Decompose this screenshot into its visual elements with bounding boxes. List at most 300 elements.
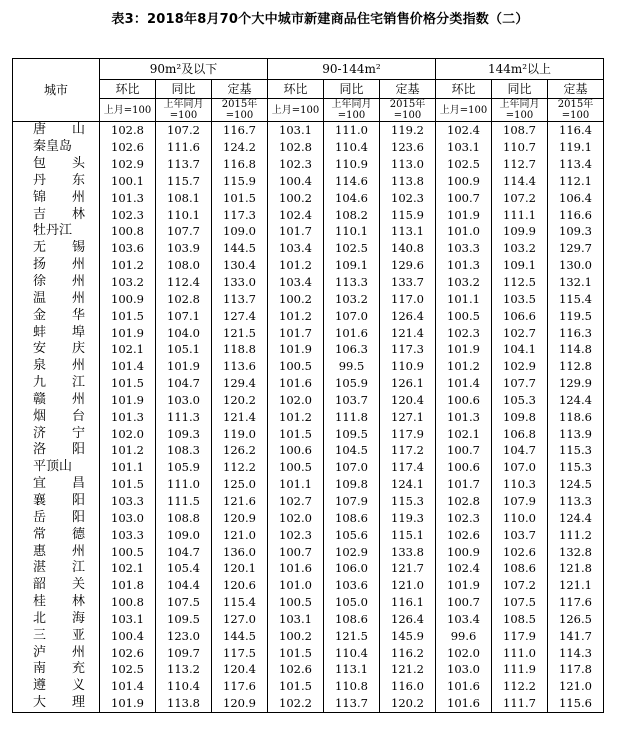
index-value: 101.9 — [436, 577, 492, 594]
city-name: 惠 州 — [13, 543, 100, 560]
index-value: 129.7 — [548, 240, 604, 257]
index-value: 103.7 — [324, 392, 380, 409]
index-value: 100.5 — [268, 459, 324, 476]
index-value: 107.2 — [492, 577, 548, 594]
index-value: 109.3 — [548, 223, 604, 240]
sub-header-base: 定基 — [380, 80, 436, 99]
city-name: 三 亚 — [13, 627, 100, 644]
index-value: 103.3 — [436, 240, 492, 257]
index-value: 101.8 — [100, 577, 156, 594]
index-value: 113.7 — [156, 156, 212, 173]
city-name: 湛 江 — [13, 560, 100, 577]
index-value: 101.0 — [436, 223, 492, 240]
group-header-small: 90m²及以下 — [100, 59, 268, 80]
table-row — [13, 274, 604, 291]
index-value: 101.3 — [100, 408, 156, 425]
sub-header-yoy: 同比 — [156, 80, 212, 99]
index-value: 101.9 — [156, 358, 212, 375]
index-value: 101.2 — [100, 442, 156, 459]
index-value: 106.8 — [492, 425, 548, 442]
index-value: 115.6 — [548, 695, 604, 712]
index-value: 103.6 — [100, 240, 156, 257]
index-value: 101.2 — [268, 307, 324, 324]
index-value: 124.2 — [212, 139, 268, 156]
index-value: 113.8 — [156, 695, 212, 712]
index-value: 101.2 — [436, 358, 492, 375]
index-value: 109.0 — [156, 526, 212, 543]
index-value: 108.6 — [324, 610, 380, 627]
index-value: 108.7 — [492, 122, 548, 139]
city-header: 城市 — [13, 59, 100, 122]
base-label-base: 2015年=100 — [548, 99, 604, 122]
index-value: 118.6 — [548, 408, 604, 425]
index-value: 113.3 — [548, 493, 604, 510]
table-row — [13, 139, 604, 156]
index-value: 133.8 — [380, 543, 436, 560]
index-value: 120.9 — [212, 509, 268, 526]
index-value: 102.1 — [436, 425, 492, 442]
index-value: 115.3 — [548, 442, 604, 459]
city-name: 锦 州 — [13, 189, 100, 206]
index-value: 109.0 — [212, 223, 268, 240]
index-value: 103.6 — [324, 577, 380, 594]
index-value: 121.0 — [548, 678, 604, 695]
index-value: 100.2 — [268, 627, 324, 644]
index-value: 100.7 — [268, 543, 324, 560]
index-value: 112.7 — [492, 156, 548, 173]
index-value: 108.6 — [324, 509, 380, 526]
index-value: 117.6 — [212, 678, 268, 695]
index-value: 103.2 — [324, 290, 380, 307]
index-value: 109.1 — [324, 257, 380, 274]
index-value: 115.4 — [548, 290, 604, 307]
index-value: 104.1 — [492, 341, 548, 358]
index-value: 125.0 — [212, 476, 268, 493]
table-row — [13, 257, 604, 274]
city-name: 遵 义 — [13, 678, 100, 695]
index-value: 110.0 — [492, 509, 548, 526]
index-value: 103.0 — [156, 392, 212, 409]
index-value: 119.5 — [548, 307, 604, 324]
index-value: 113.7 — [324, 695, 380, 712]
index-value: 119.0 — [212, 425, 268, 442]
city-name: 无 锡 — [13, 240, 100, 257]
index-value: 126.1 — [380, 375, 436, 392]
index-value: 106.6 — [492, 307, 548, 324]
index-value: 107.0 — [492, 459, 548, 476]
index-value: 100.5 — [100, 543, 156, 560]
index-value: 109.7 — [156, 644, 212, 661]
index-value: 101.5 — [268, 425, 324, 442]
index-value: 112.5 — [492, 274, 548, 291]
index-value: 110.9 — [380, 358, 436, 375]
index-value: 102.5 — [324, 240, 380, 257]
index-value: 103.1 — [100, 610, 156, 627]
index-value: 115.7 — [156, 173, 212, 190]
index-value: 102.6 — [100, 139, 156, 156]
index-value: 100.5 — [268, 594, 324, 611]
index-value: 113.6 — [212, 358, 268, 375]
index-value: 109.9 — [492, 223, 548, 240]
index-value: 113.9 — [548, 425, 604, 442]
index-value: 114.3 — [548, 644, 604, 661]
sub-header-mom: 环比 — [268, 80, 324, 99]
sub-header-mom: 环比 — [100, 80, 156, 99]
index-value: 115.4 — [212, 594, 268, 611]
city-name: 唐 山 — [13, 122, 100, 139]
table-row — [13, 627, 604, 644]
index-value: 100.9 — [436, 543, 492, 560]
table-row — [13, 392, 604, 409]
index-value: 132.1 — [548, 274, 604, 291]
index-value: 101.4 — [100, 678, 156, 695]
index-value: 121.5 — [212, 324, 268, 341]
city-name: 烟 台 — [13, 408, 100, 425]
index-value: 103.2 — [100, 274, 156, 291]
city-name: 济 宁 — [13, 425, 100, 442]
city-name: 常 德 — [13, 526, 100, 543]
index-value: 144.5 — [212, 240, 268, 257]
index-value: 115.9 — [380, 206, 436, 223]
index-value: 102.0 — [436, 644, 492, 661]
index-value: 100.7 — [436, 442, 492, 459]
index-value: 103.9 — [156, 240, 212, 257]
index-value: 100.4 — [100, 627, 156, 644]
index-value: 105.4 — [156, 560, 212, 577]
index-value: 102.0 — [268, 392, 324, 409]
city-name: 温 州 — [13, 290, 100, 307]
city-name: 襄 阳 — [13, 493, 100, 510]
index-value: 103.3 — [100, 493, 156, 510]
index-value: 121.0 — [212, 526, 268, 543]
index-value: 117.9 — [380, 425, 436, 442]
index-value: 100.2 — [268, 189, 324, 206]
index-value: 102.3 — [436, 509, 492, 526]
index-value: 102.8 — [436, 493, 492, 510]
table-row — [13, 189, 604, 206]
index-value: 102.1 — [100, 341, 156, 358]
index-value: 113.8 — [380, 173, 436, 190]
index-value: 100.6 — [436, 392, 492, 409]
index-value: 100.6 — [436, 459, 492, 476]
index-value: 108.0 — [156, 257, 212, 274]
index-value: 108.2 — [324, 206, 380, 223]
index-value: 119.3 — [380, 509, 436, 526]
index-value: 100.8 — [100, 223, 156, 240]
index-value: 107.2 — [492, 189, 548, 206]
index-value: 101.5 — [212, 189, 268, 206]
index-value: 116.1 — [380, 594, 436, 611]
index-value: 101.6 — [436, 695, 492, 712]
base-label-base: 2015年=100 — [380, 99, 436, 122]
index-value: 120.2 — [380, 695, 436, 712]
index-value: 121.1 — [548, 577, 604, 594]
index-value: 145.9 — [380, 627, 436, 644]
index-value: 115.1 — [380, 526, 436, 543]
index-value: 101.3 — [100, 189, 156, 206]
index-value: 102.9 — [492, 358, 548, 375]
index-value: 100.6 — [268, 442, 324, 459]
index-value: 110.1 — [324, 223, 380, 240]
index-value: 101.2 — [268, 257, 324, 274]
index-value: 107.0 — [324, 459, 380, 476]
city-name: 金 华 — [13, 307, 100, 324]
index-value: 116.3 — [548, 324, 604, 341]
index-value: 113.2 — [156, 661, 212, 678]
index-value: 110.4 — [156, 678, 212, 695]
index-value: 113.1 — [324, 661, 380, 678]
index-value: 130.4 — [212, 257, 268, 274]
index-value: 107.9 — [324, 493, 380, 510]
index-value: 102.6 — [492, 543, 548, 560]
index-value: 104.5 — [324, 442, 380, 459]
index-value: 99.5 — [324, 358, 380, 375]
index-value: 101.5 — [100, 476, 156, 493]
index-value: 102.4 — [436, 122, 492, 139]
index-value: 111.1 — [492, 206, 548, 223]
index-value: 127.1 — [380, 408, 436, 425]
index-value: 100.4 — [268, 173, 324, 190]
index-value: 107.9 — [492, 493, 548, 510]
base-label-mom: 上月=100 — [100, 99, 156, 122]
index-value: 100.9 — [436, 173, 492, 190]
table-row — [13, 695, 604, 712]
base-label-yoy: 上年同月=100 — [156, 99, 212, 122]
index-value: 100.7 — [436, 594, 492, 611]
index-value: 102.1 — [100, 560, 156, 577]
index-value: 112.4 — [156, 274, 212, 291]
index-value: 102.3 — [268, 156, 324, 173]
index-value: 99.6 — [436, 627, 492, 644]
index-value: 126.4 — [380, 307, 436, 324]
index-value: 107.1 — [156, 307, 212, 324]
table-row — [13, 206, 604, 223]
index-value: 101.4 — [100, 358, 156, 375]
index-value: 100.7 — [436, 189, 492, 206]
index-value: 126.5 — [548, 610, 604, 627]
city-name: 赣 州 — [13, 392, 100, 409]
city-name: 徐 州 — [13, 274, 100, 291]
sub-header-mom: 环比 — [436, 80, 492, 99]
city-name: 桂 林 — [13, 594, 100, 611]
index-value: 132.8 — [548, 543, 604, 560]
index-value: 120.4 — [380, 392, 436, 409]
index-value: 109.3 — [156, 425, 212, 442]
index-value: 102.6 — [268, 661, 324, 678]
index-value: 120.1 — [212, 560, 268, 577]
index-value: 110.7 — [492, 139, 548, 156]
index-value: 101.9 — [436, 341, 492, 358]
index-value: 101.1 — [100, 459, 156, 476]
city-name: 宜 昌 — [13, 476, 100, 493]
index-value: 101.9 — [436, 206, 492, 223]
index-value: 117.2 — [380, 442, 436, 459]
index-value: 103.7 — [492, 526, 548, 543]
index-value: 107.5 — [156, 594, 212, 611]
index-value: 110.4 — [324, 139, 380, 156]
index-value: 113.1 — [380, 223, 436, 240]
index-value: 111.2 — [548, 526, 604, 543]
city-name: 吉 林 — [13, 206, 100, 223]
index-value: 120.6 — [212, 577, 268, 594]
index-value: 102.7 — [268, 493, 324, 510]
index-value: 101.0 — [268, 577, 324, 594]
index-value: 123.0 — [156, 627, 212, 644]
index-value: 110.4 — [324, 644, 380, 661]
index-value: 102.0 — [100, 425, 156, 442]
index-value: 102.9 — [100, 156, 156, 173]
index-value: 107.2 — [156, 122, 212, 139]
index-value: 103.1 — [436, 139, 492, 156]
index-value: 110.3 — [492, 476, 548, 493]
index-value: 106.0 — [324, 560, 380, 577]
table-row — [13, 610, 604, 627]
index-value: 100.5 — [436, 307, 492, 324]
city-name: 扬 州 — [13, 257, 100, 274]
index-value: 109.1 — [492, 257, 548, 274]
index-value: 116.7 — [212, 122, 268, 139]
index-value: 102.3 — [436, 324, 492, 341]
index-value: 112.8 — [548, 358, 604, 375]
index-value: 104.7 — [156, 543, 212, 560]
index-value: 111.0 — [492, 644, 548, 661]
table-row — [13, 341, 604, 358]
index-value: 112.2 — [492, 678, 548, 695]
index-value: 111.5 — [156, 493, 212, 510]
table-row — [13, 375, 604, 392]
index-value: 121.8 — [548, 560, 604, 577]
index-value: 101.9 — [268, 341, 324, 358]
index-value: 108.5 — [492, 610, 548, 627]
index-value: 111.6 — [156, 139, 212, 156]
city-name: 北 海 — [13, 610, 100, 627]
index-value: 123.6 — [380, 139, 436, 156]
city-name: 牡丹江 — [13, 223, 100, 240]
index-value: 110.8 — [324, 678, 380, 695]
index-value: 124.5 — [548, 476, 604, 493]
index-value: 121.2 — [380, 661, 436, 678]
city-name: 南 充 — [13, 661, 100, 678]
index-value: 116.4 — [548, 122, 604, 139]
index-value: 121.6 — [212, 493, 268, 510]
index-value: 120.4 — [212, 661, 268, 678]
index-value: 102.6 — [436, 526, 492, 543]
index-value: 102.8 — [268, 139, 324, 156]
base-label-mom: 上月=100 — [436, 99, 492, 122]
table-row — [13, 661, 604, 678]
index-value: 101.1 — [436, 290, 492, 307]
index-value: 106.4 — [548, 189, 604, 206]
base-label-base: 2015年=100 — [212, 99, 268, 122]
index-value: 101.9 — [100, 324, 156, 341]
index-value: 119.2 — [380, 122, 436, 139]
index-value: 103.1 — [268, 610, 324, 627]
city-name: 大 理 — [13, 695, 100, 712]
index-value: 108.3 — [156, 442, 212, 459]
city-name: 平顶山 — [13, 459, 100, 476]
index-value: 100.2 — [268, 290, 324, 307]
index-value: 104.4 — [156, 577, 212, 594]
table-row — [13, 594, 604, 611]
city-name: 丹 东 — [13, 173, 100, 190]
index-value: 101.3 — [436, 257, 492, 274]
index-value: 133.0 — [212, 274, 268, 291]
index-value: 103.5 — [492, 290, 548, 307]
index-value: 100.1 — [100, 173, 156, 190]
index-value: 130.0 — [548, 257, 604, 274]
index-value: 118.8 — [212, 341, 268, 358]
index-value: 113.7 — [212, 290, 268, 307]
table-row — [13, 577, 604, 594]
index-value: 144.5 — [212, 627, 268, 644]
index-value: 105.9 — [324, 375, 380, 392]
index-value: 107.7 — [156, 223, 212, 240]
index-value: 102.8 — [100, 122, 156, 139]
index-value: 117.6 — [548, 594, 604, 611]
index-value: 105.6 — [324, 526, 380, 543]
index-value: 101.1 — [268, 476, 324, 493]
index-value: 100.9 — [100, 290, 156, 307]
index-value: 111.0 — [324, 122, 380, 139]
city-name: 岳 阳 — [13, 509, 100, 526]
city-name: 秦皇岛 — [13, 139, 100, 156]
index-value: 101.7 — [436, 476, 492, 493]
table-row — [13, 476, 604, 493]
table-row — [13, 290, 604, 307]
index-value: 109.8 — [324, 476, 380, 493]
index-value: 126.2 — [212, 442, 268, 459]
index-value: 129.6 — [380, 257, 436, 274]
city-name: 泉 州 — [13, 358, 100, 375]
index-value: 111.3 — [156, 408, 212, 425]
index-value: 112.2 — [212, 459, 268, 476]
index-value: 102.6 — [100, 644, 156, 661]
index-value: 124.4 — [548, 392, 604, 409]
index-value: 101.6 — [268, 560, 324, 577]
city-name: 蚌 埠 — [13, 324, 100, 341]
table-row — [13, 240, 604, 257]
index-value: 129.9 — [548, 375, 604, 392]
index-value: 117.4 — [380, 459, 436, 476]
index-value: 103.1 — [268, 122, 324, 139]
index-value: 100.8 — [100, 594, 156, 611]
index-value: 101.5 — [100, 375, 156, 392]
index-value: 105.0 — [324, 594, 380, 611]
index-value: 115.3 — [548, 459, 604, 476]
sub-header-yoy: 同比 — [492, 80, 548, 99]
index-value: 104.7 — [156, 375, 212, 392]
index-value: 111.9 — [492, 661, 548, 678]
index-value: 116.2 — [380, 644, 436, 661]
table-row — [13, 408, 604, 425]
index-value: 102.3 — [268, 526, 324, 543]
index-value: 102.0 — [268, 509, 324, 526]
index-value: 117.0 — [380, 290, 436, 307]
index-value: 104.6 — [324, 189, 380, 206]
index-value: 101.6 — [324, 324, 380, 341]
index-value: 107.0 — [324, 307, 380, 324]
index-value: 117.3 — [380, 341, 436, 358]
index-value: 126.4 — [380, 610, 436, 627]
table-row — [13, 358, 604, 375]
index-value: 113.0 — [380, 156, 436, 173]
table-row — [13, 324, 604, 341]
table-row — [13, 678, 604, 695]
index-value: 119.1 — [548, 139, 604, 156]
index-value: 105.1 — [156, 341, 212, 358]
index-value: 121.0 — [380, 577, 436, 594]
index-value: 111.7 — [492, 695, 548, 712]
